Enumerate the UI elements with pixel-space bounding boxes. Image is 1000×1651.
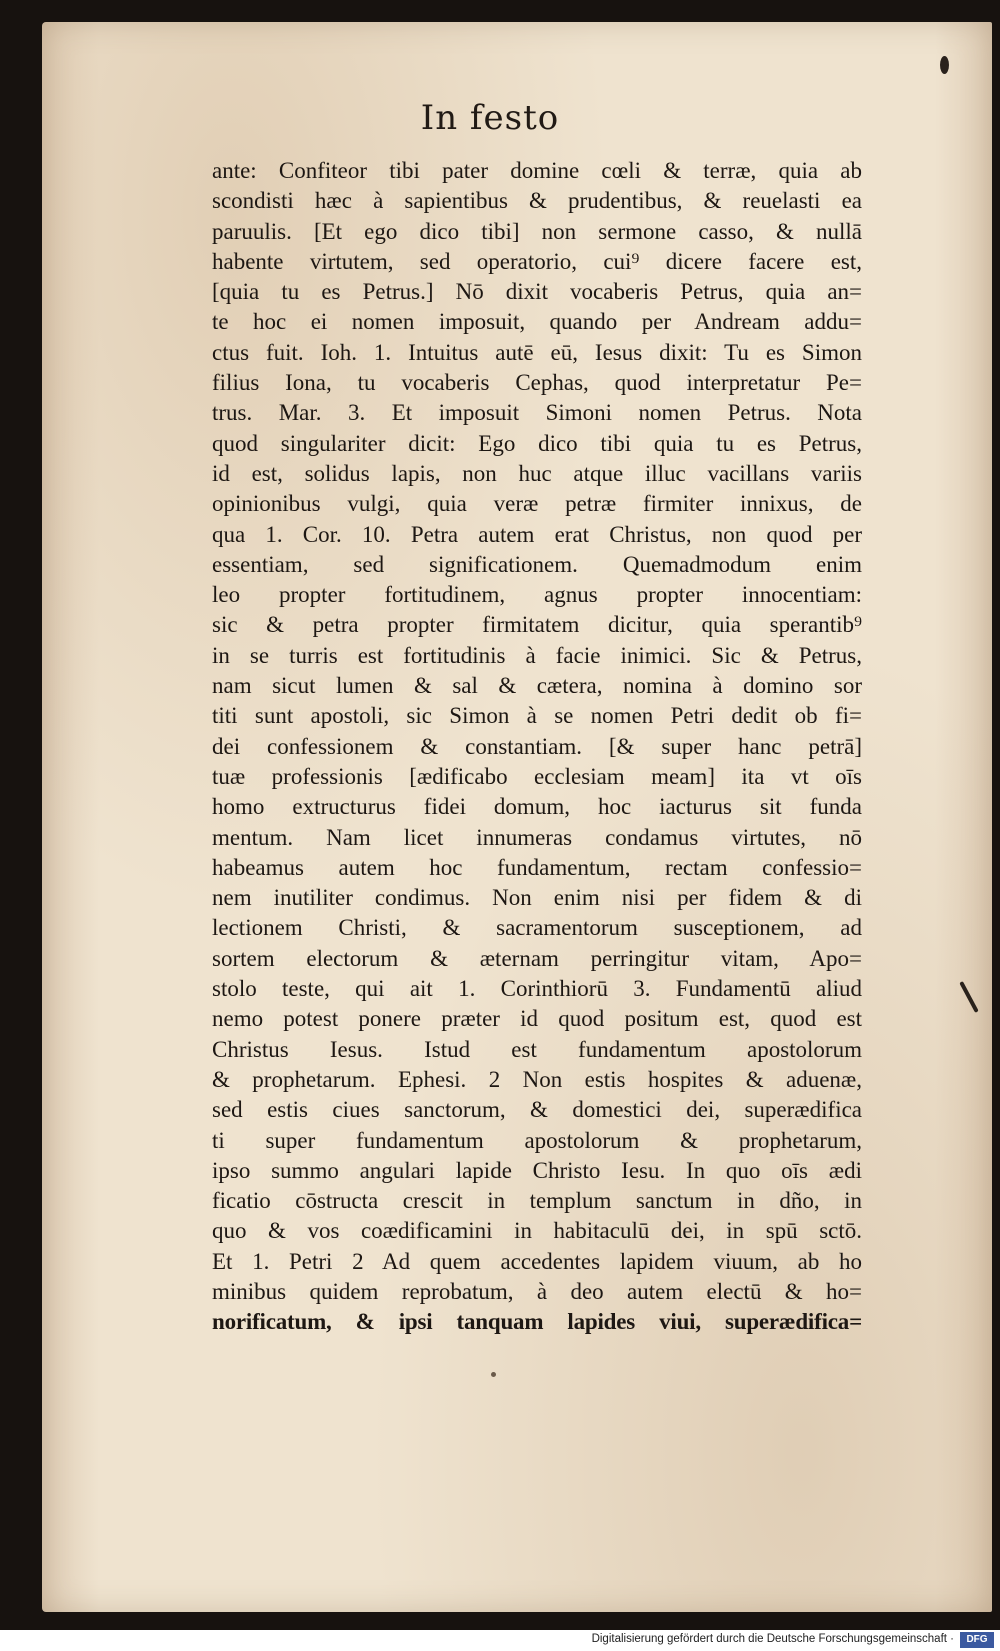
text-line: minibus quidem reprobatum, à deo autem electū & ho= [212,1278,862,1304]
text-line: ficatio cōstructa crescit in templum sanctum in dño, in [212,1188,862,1214]
funding-notice: Digitalisierung gefördert durch die Deutsche Forschungsgemeinschaft · [591,1633,954,1645]
text-line: Et 1. Petri 2 Ad quem accedentes lapidem viuum, ab ho [212,1248,862,1274]
ink-dot [491,1372,496,1377]
text-line: scondisti hæc à sapientibus & prudentibus, & reuelasti ea [212,188,862,214]
footer-bar [0,1630,1000,1651]
text-line: ante: Confiteor tibi pater domine cœli & terræ, quia ab [212,158,862,183]
text-line: paruulis. [Et ego dico tibi] non sermone casso, & nullā [212,218,862,244]
text-line: dei confessionem & constantiam. [& super hanc petrā] [212,733,862,759]
text-line: trus. Mar. 3. Et imposuit Simoni nomen Petrus. Nota [212,400,862,426]
text-line: habeamus autem hoc fundamentum, rectam confessio= [212,854,862,880]
text-line: ctus fuit. Ioh. 1. Intuitus autē eū, Iesus dixit: Tu es Simon [212,339,862,365]
text-line: ti super fundamentum apostolorum & prophetarum, [212,1127,862,1153]
text-line: & prophetarum. Ephesi. 2 Non estis hospites & aduenæ, [212,1066,862,1092]
text-line: mentum. Nam licet innumeras condamus virtutes, nō [212,824,862,850]
text-line: lectionem Christi, & sacramentorum susceptionem, ad [212,915,862,941]
text-line: id est, solidus lapis, non huc atque illuc vacillans variis [212,460,862,486]
text-line: sortem electorum & æternam perringitur vitam, Apo= [212,945,862,971]
text-line: [quia tu es Petrus.] Nō dixit vocaberis Petrus, quia an= [212,279,862,305]
text-line: sic & petra propter firmitatem dicitur, quia sperantib⁹ [212,612,862,638]
text-line: leo propter fortitudinem, agnus propter innocentiam: [212,582,862,608]
text-line: stolo teste, qui ait 1. Corinthiorū 3. Fundamentū aliud [212,976,862,1002]
text-line: essentiam, sed significationem. Quemadmodum enim [212,551,862,577]
text-line: norificatum, & ipsi tanquam lapides viui, superædifica= [212,1309,862,1335]
text-line: in se turris est fortitudinis à facie inimici. Sic & Petrus, [212,642,862,668]
text-line: sed estis ciues sanctorum, & domestici dei, superædifica [212,1097,862,1123]
text-line: filius Iona, tu vocaberis Cephas, quod interpretatur Pe= [212,370,862,396]
text-line: homo extructurus fidei domum, hoc iacturus sit funda [212,794,862,820]
running-head: In festo [420,98,560,138]
text-line: te hoc ei nomen imposuit, quando per Andream addu= [212,309,862,335]
dfg-logo[interactable]: DFG [960,1632,994,1648]
page-ink-mark [940,56,949,74]
text-line: tuæ professionis [ædificabo ecclesiam meam] ita vt oīs [212,763,862,789]
margin-ink-stroke [959,981,978,1013]
text-line: nam sicut lumen & sal & cætera, nomina à domino sor [212,673,862,699]
text-line: nemo potest ponere præter id quod positum est, quod est [212,1006,862,1032]
text-line: quod singulariter dicit: Ego dico tibi quia tu es Petrus, [212,430,862,456]
text-line: habente virtutem, sed operatorio, cui⁹ dicere facere est, [212,248,862,274]
text-line: Christus Iesus. Istud est fundamentum apostolorum [212,1036,862,1062]
text-line: quo & vos coædificamini in habitaculū dei, in spū sctō. [212,1218,862,1244]
text-line: nem inutiliter condimus. Non enim nisi per fidem & di [212,885,862,911]
text-line: titi sunt apostoli, sic Simon à se nomen Petri dedit ob fi= [212,703,862,729]
body-text [212,156,862,1338]
text-line: opinionibus vulgi, quia veræ petræ firmiter innixus, de [212,491,862,517]
text-line: qua 1. Cor. 10. Petra autem erat Christus, non quod per [212,521,862,547]
text-line: ipso summo angulari lapide Christo Iesu. In quo oīs ædi [212,1157,862,1183]
